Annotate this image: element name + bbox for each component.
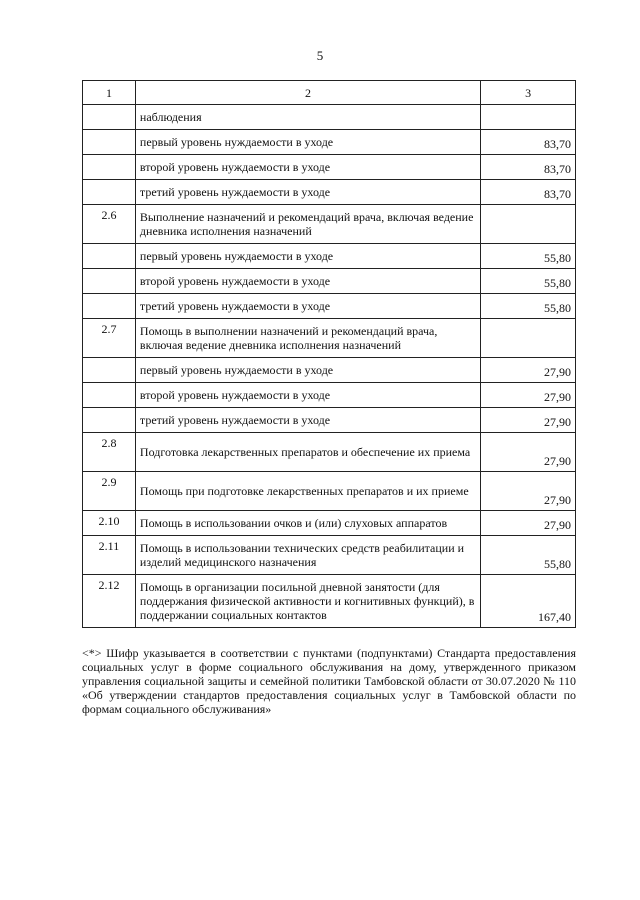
table-row <box>83 433 576 472</box>
column-header-code: 1 <box>83 81 136 105</box>
table-row <box>83 155 576 180</box>
row-price: 83,70 <box>481 180 576 205</box>
table-row <box>83 269 576 294</box>
row-code: 2.9 <box>83 472 136 511</box>
row-code <box>83 155 136 180</box>
row-code <box>83 105 136 130</box>
row-code: 2.6 <box>83 205 136 244</box>
row-description: Выполнение назначений и рекомендаций врача, включая ведение дневника исполнения назначений <box>135 205 480 244</box>
row-price: 55,80 <box>481 294 576 319</box>
row-code <box>83 383 136 408</box>
table-header-row <box>83 81 576 105</box>
row-description: Подготовка лекарственных препаратов и обеспечение их приема <box>135 433 480 472</box>
table-row <box>83 244 576 269</box>
row-price: 55,80 <box>481 269 576 294</box>
table-row <box>83 511 576 536</box>
row-price: 83,70 <box>481 155 576 180</box>
row-code <box>83 294 136 319</box>
services-table <box>82 80 576 628</box>
row-code: 2.11 <box>83 536 136 575</box>
row-code <box>83 130 136 155</box>
row-price: 167,40 <box>481 575 576 628</box>
row-code <box>83 358 136 383</box>
row-description: второй уровень нуждаемости в уходе <box>135 269 480 294</box>
row-price <box>481 319 576 358</box>
row-description: первый уровень нуждаемости в уходе <box>135 244 480 269</box>
row-price <box>481 105 576 130</box>
table-row <box>83 408 576 433</box>
table-row <box>83 575 576 628</box>
row-price: 55,80 <box>481 536 576 575</box>
row-price: 27,90 <box>481 358 576 383</box>
column-header-price: 3 <box>481 81 576 105</box>
table-row <box>83 294 576 319</box>
table-row <box>83 472 576 511</box>
row-description: Помощь в использовании технических средств реабилитации и изделий медицинского назначения <box>135 536 480 575</box>
table-row <box>83 358 576 383</box>
row-description: первый уровень нуждаемости в уходе <box>135 358 480 383</box>
row-code: 2.12 <box>83 575 136 628</box>
footnote: <*> Шифр указывается в соответствии с пунктами (подпунктами) Стандарта предоставления социальных услуг в форме социального обслуживания на дому, утвержденного приказом управления социальной защиты и семейной политики Тамбовской области от 30.07.2020 № 110 «Об утверждении стандартов предоставления социальных услуг в Тамбовской области по формам социального обслуживания» <box>82 646 576 716</box>
row-code <box>83 244 136 269</box>
row-code: 2.10 <box>83 511 136 536</box>
row-description: наблюдения <box>135 105 480 130</box>
row-description: второй уровень нуждаемости в уходе <box>135 155 480 180</box>
row-description: третий уровень нуждаемости в уходе <box>135 294 480 319</box>
row-price: 27,90 <box>481 433 576 472</box>
row-description: Помощь при подготовке лекарственных препаратов и их приеме <box>135 472 480 511</box>
row-code: 2.8 <box>83 433 136 472</box>
row-price <box>481 205 576 244</box>
table-row <box>83 536 576 575</box>
table-row <box>83 180 576 205</box>
column-header-description: 2 <box>135 81 480 105</box>
row-price: 27,90 <box>481 472 576 511</box>
row-code: 2.7 <box>83 319 136 358</box>
row-description: Помощь в организации посильной дневной занятости (для поддержания физической активности и когнитивных функций), в поддержании социальных контактов <box>135 575 480 628</box>
page-number: 5 <box>316 48 324 63</box>
table-row <box>83 205 576 244</box>
row-price: 83,70 <box>481 130 576 155</box>
row-code <box>83 408 136 433</box>
table-row <box>83 130 576 155</box>
row-price: 27,90 <box>481 408 576 433</box>
row-code <box>83 180 136 205</box>
row-code <box>83 269 136 294</box>
table-row <box>83 105 576 130</box>
row-description: третий уровень нуждаемости в уходе <box>135 408 480 433</box>
row-description: Помощь в использовании очков и (или) слуховых аппаратов <box>135 511 480 536</box>
table-row <box>83 383 576 408</box>
row-description: третий уровень нуждаемости в уходе <box>135 180 480 205</box>
row-description: первый уровень нуждаемости в уходе <box>135 130 480 155</box>
row-price: 55,80 <box>481 244 576 269</box>
row-description: Помощь в выполнении назначений и рекомендаций врача, включая ведение дневника исполнения назначений <box>135 319 480 358</box>
row-description: второй уровень нуждаемости в уходе <box>135 383 480 408</box>
table-row <box>83 319 576 358</box>
row-price: 27,90 <box>481 511 576 536</box>
row-price: 27,90 <box>481 383 576 408</box>
